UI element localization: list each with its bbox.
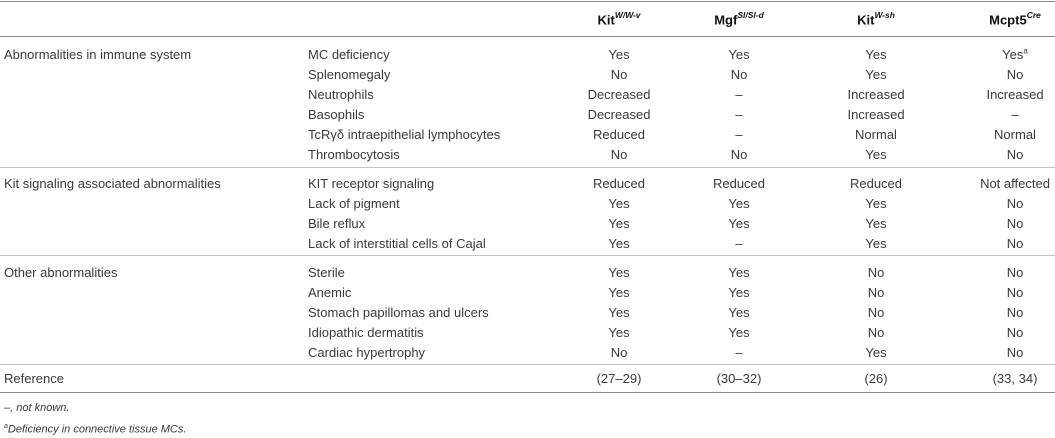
cell-value: Increased [847, 107, 905, 122]
row-feature: Basophils [308, 107, 365, 122]
cell-value: Decreased [587, 87, 651, 102]
table-cell [865, 343, 886, 363]
cell-value: Decreased [587, 107, 651, 122]
table-cell [608, 194, 629, 214]
cell-value: No [1006, 196, 1024, 211]
cell-value: Yes [608, 236, 630, 251]
cell-value: Reduced [849, 176, 903, 191]
cell-value: Yes [728, 47, 750, 62]
cell-value: No [610, 67, 628, 82]
table-row [0, 65, 1055, 85]
table-cell [1007, 323, 1024, 343]
column-header-mcpt5-cre: $Mcpt5^{Cre}$ [989, 10, 1041, 28]
cell-value: Yes [608, 196, 630, 211]
table-row [0, 145, 1055, 165]
cell-value: Yes [608, 265, 630, 280]
row-feature: Bile reflux [308, 216, 366, 231]
cell-value: – [1011, 107, 1019, 122]
cell-value: No [1006, 265, 1024, 280]
table-cell [611, 65, 628, 85]
reference-link[interactable]: (30–32) [716, 371, 762, 386]
table-cell [728, 263, 749, 283]
table-cell [728, 45, 749, 65]
table-cell [728, 194, 749, 214]
cell-value: No [730, 147, 748, 162]
table-cell [865, 214, 886, 234]
cell-value: Yes [865, 67, 887, 82]
footnote-dash: –, not known. [4, 402, 70, 414]
cell-value: Yes [865, 47, 887, 62]
table-row [0, 234, 1055, 254]
cell-value: – [735, 127, 743, 142]
group-separator [0, 167, 1055, 168]
cell-value: Yes [728, 325, 750, 340]
reference-link[interactable]: (33, 34) [992, 371, 1038, 386]
table-cell [588, 85, 651, 105]
cell-value: Yes [865, 216, 887, 231]
column-header-kit-wsh: Kit$^{W-sh}$ [857, 10, 895, 28]
table-cell [608, 303, 629, 323]
row-feature: Splenomegaly [308, 67, 391, 82]
group-separator [0, 364, 1055, 365]
header-rule [0, 36, 1055, 37]
table-cell [850, 174, 902, 194]
table-cell [735, 343, 742, 363]
cell-value: No [610, 147, 628, 162]
table-cell [868, 303, 885, 323]
cell-value: – [735, 236, 743, 251]
table-row [0, 263, 1055, 283]
table-cell [1007, 343, 1024, 363]
table-cell [1011, 105, 1018, 125]
cell-value: No [730, 67, 748, 82]
table-row [0, 45, 1055, 65]
table-row [0, 214, 1055, 234]
reference-link[interactable]: (26) [864, 371, 888, 386]
table-row [0, 303, 1055, 323]
cell-value: No [1006, 147, 1024, 162]
table-row [0, 323, 1055, 343]
table-cell [608, 45, 629, 65]
table-cell [847, 85, 904, 105]
cell-value: No [1006, 345, 1024, 360]
cell-value: No [1006, 305, 1024, 320]
row-feature: Idiopathic dermatitis [308, 325, 424, 340]
cell-value: Yes [608, 216, 630, 231]
row-category: Abnormalities in immune system [4, 47, 192, 62]
table-cell [588, 105, 651, 125]
cell-value: Reduced [712, 176, 766, 191]
table-cell [868, 323, 885, 343]
cell-value: Yes [865, 196, 887, 211]
table-cell [1007, 263, 1024, 283]
table-row [0, 105, 1055, 125]
table-cell [735, 125, 742, 145]
row-feature: Neutrophils [308, 87, 374, 102]
cell-value: Yes [728, 285, 750, 300]
cell-value: – [735, 345, 743, 360]
table-cell [994, 125, 1036, 145]
group-separator [0, 255, 1055, 256]
row-feature: Lack of interstitial cells of Cajal [308, 236, 486, 251]
table-cell [713, 174, 765, 194]
cell-value: – [735, 87, 743, 102]
row-feature: Cardiac hypertrophy [308, 345, 426, 360]
table-cell [868, 283, 885, 303]
cell-value: No [867, 305, 885, 320]
table-cell [1007, 303, 1024, 323]
table-top-rule [0, 1, 1055, 2]
cell-value: Yes [608, 305, 630, 320]
cell-value: No [1006, 285, 1024, 300]
row-feature: Stomach papillomas and ulcers [308, 305, 489, 320]
table-cell [608, 323, 629, 343]
table-cell [735, 234, 742, 254]
cell-value: No [867, 325, 885, 340]
cell-value: No [1006, 325, 1024, 340]
table-cell [865, 194, 886, 214]
table-cell [728, 323, 749, 343]
cell-value: Yes [865, 236, 887, 251]
table-row [0, 174, 1055, 194]
cell-value: No [867, 285, 885, 300]
cell-value: No [1006, 67, 1024, 82]
cell-value: No [1006, 236, 1024, 251]
cell-value: Yes [608, 285, 630, 300]
row-feature: TcRγδ intraepithelial lymphocytes [308, 127, 501, 142]
cell-value: No [867, 265, 885, 280]
cell-value: Normal [855, 127, 897, 142]
table-row [0, 343, 1055, 363]
cell-value: Yes [1002, 47, 1024, 62]
table-cell [865, 65, 886, 85]
table-cell [1007, 194, 1024, 214]
row-feature: Lack of pigment [308, 196, 400, 211]
table-cell [611, 145, 628, 165]
table-cell [735, 105, 742, 125]
cell-value: Yes [865, 147, 887, 162]
cell-value: Yes [865, 345, 887, 360]
table-cell [728, 214, 749, 234]
table-cell [611, 343, 628, 363]
table-cell [986, 85, 1043, 105]
cell-value: Normal [994, 127, 1036, 142]
table-cell [865, 234, 886, 254]
table-row [0, 125, 1055, 145]
cell-value: No [610, 345, 628, 360]
cell-value: Yes [728, 216, 750, 231]
table-cell [855, 125, 897, 145]
table-cell [593, 125, 645, 145]
row-feature: MC deficiency [308, 47, 390, 62]
table-cell [735, 85, 742, 105]
table-cell [865, 145, 886, 165]
table-cell [728, 303, 749, 323]
row-feature: KIT receptor signaling [308, 176, 435, 191]
cell-value: Yes [728, 305, 750, 320]
table-cell [608, 283, 629, 303]
table-cell [593, 174, 645, 194]
column-header-mgf-sl-sld: Mgf$^{Sl/Sl-d}$ [714, 10, 764, 28]
table-cell [1007, 214, 1024, 234]
row-feature: Anemic [308, 285, 352, 300]
reference-row [0, 369, 1055, 389]
cell-value: Reduced [592, 127, 646, 142]
reference-link[interactable]: (27–29) [596, 371, 642, 386]
table-cell [865, 45, 886, 65]
table-cell [731, 145, 748, 165]
cell-value: Increased [847, 87, 905, 102]
table-cell [868, 263, 885, 283]
table-cell [1007, 283, 1024, 303]
table-row [0, 85, 1055, 105]
table-bottom-rule [0, 392, 1055, 393]
table-cell [847, 105, 904, 125]
cell-value: No [1006, 216, 1024, 231]
cell-value: Reduced [592, 176, 646, 191]
row-feature: Thrombocytosis [308, 147, 400, 162]
table-row [0, 283, 1055, 303]
cell-value: Yes [608, 47, 630, 62]
row-feature: Sterile [308, 265, 345, 280]
cell-value: Yes [608, 325, 630, 340]
cell-value: Not affected [980, 176, 1050, 191]
reference-label: Reference [4, 371, 64, 386]
table-cell [728, 283, 749, 303]
row-category: Kit signaling associated abnormalities [4, 176, 221, 191]
table-cell [1007, 65, 1024, 85]
table-cell [608, 234, 629, 254]
cell-value: Increased [986, 87, 1044, 102]
cell-value: Yes [728, 265, 750, 280]
row-category: Other abnormalities [4, 265, 118, 280]
footnote-a: $^a$Deficiency in connective tissue MCs. [4, 423, 187, 436]
table-cell [608, 214, 629, 234]
column-header-kit-w-wv: Kit$^{W/W-v}$ [597, 10, 641, 28]
footnote-marker: a [1023, 46, 1028, 56]
cell-value: – [735, 107, 743, 122]
table-cell [980, 174, 1050, 194]
table-cell [731, 65, 748, 85]
cell-value: Yes [728, 196, 750, 211]
table-cell [1007, 145, 1024, 165]
table-cell [1002, 45, 1028, 65]
table-cell [608, 263, 629, 283]
table-cell [1007, 234, 1024, 254]
table-row [0, 194, 1055, 214]
